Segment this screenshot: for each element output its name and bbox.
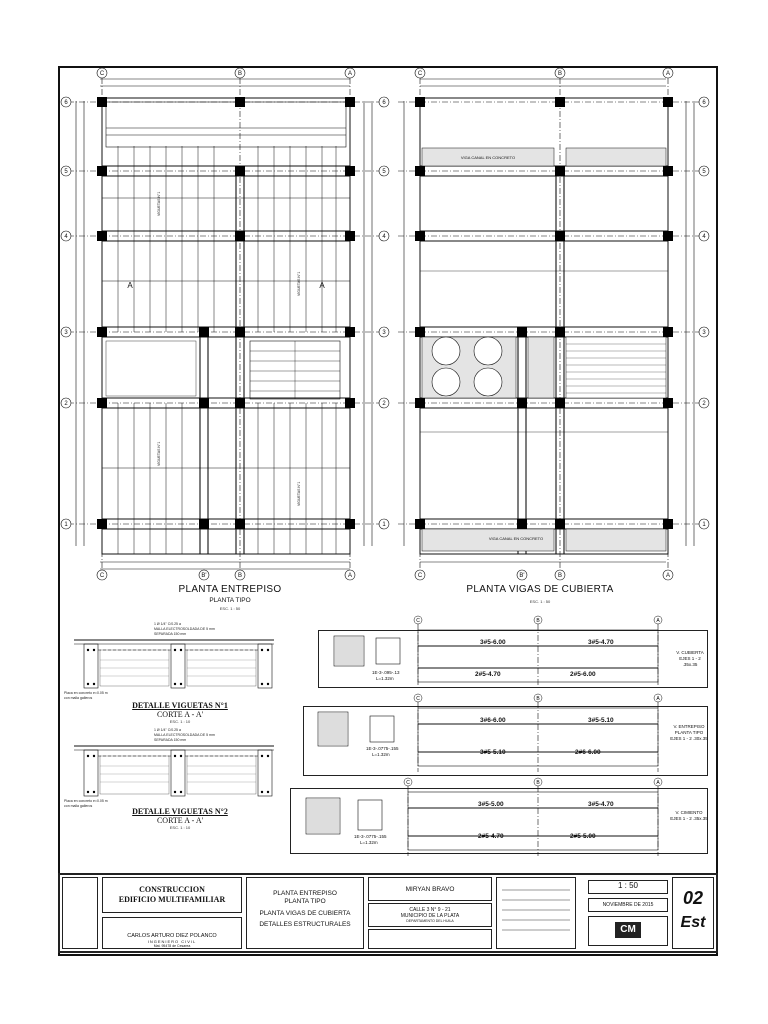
- rebar-label: 3#5-4.70: [588, 639, 614, 646]
- rebar-label: 3#5-5.10: [480, 749, 506, 756]
- axis-number: 6: [64, 100, 68, 106]
- owner-name: MIRYAN BRAVO: [405, 886, 455, 893]
- rebar-label: 2#5-5.00: [570, 833, 596, 840]
- slab-label: VIGUETAS N°1: [157, 191, 161, 216]
- contents-line-2: PLANTA TIPO: [284, 898, 326, 905]
- project-line-1: CONSTRUCCION: [139, 885, 205, 894]
- axis-number: 3: [702, 330, 706, 336]
- cover-label: VIGA CANAL EN CONCRETO: [460, 155, 516, 160]
- axis-number: 4: [382, 234, 386, 240]
- rebar-label: 2#6-6.00: [575, 749, 601, 756]
- axis-number: 1: [702, 522, 706, 528]
- plan-right-title: PLANTA VIGAS DE CUBIERTA: [466, 584, 614, 595]
- slab-label: VIGUETAS N°1: [157, 441, 161, 466]
- detail-note: MALLA ELECTROSOLDADA DE 5 mm: [154, 627, 215, 631]
- rebar-label: 3#5-6.00: [480, 639, 506, 646]
- axis-label: B': [201, 573, 207, 579]
- axis-label: A: [656, 618, 660, 624]
- engineer-role: INGENIERO CIVIL: [147, 939, 197, 944]
- detail-note: Placa en concreto e=0.05 m: [64, 799, 108, 803]
- beam-1-label: V. CUBIERTA EJES 1 - 2 .35x.35: [676, 650, 704, 667]
- axis-label: B: [237, 573, 243, 579]
- detail-note: con malla galleros: [64, 804, 93, 808]
- section-mark: A: [127, 281, 133, 290]
- stirrup-length: L=1.32m: [360, 840, 378, 845]
- axis-number: 2: [382, 401, 386, 407]
- axis-label: B: [237, 71, 243, 77]
- axis-number: 1: [382, 522, 386, 528]
- detail-note: MALLA ELECTROSOLDADA DE 5 mm: [154, 733, 215, 737]
- axis-label: B: [536, 618, 540, 624]
- axis-number: 6: [702, 100, 706, 106]
- axis-number: 1: [64, 522, 68, 528]
- axis-label: B: [536, 780, 540, 786]
- detail-note: Placa en concreto e=0.05 m: [64, 691, 108, 695]
- rebar-label: 2#5-4.70: [478, 833, 504, 840]
- contents-line-4: DETALLES ESTRUCTURALES: [259, 921, 351, 928]
- scale-value: 1 : 50: [617, 881, 638, 890]
- joist-detail-1: [64, 620, 284, 700]
- joist-detail-2: [64, 726, 284, 808]
- axis-label: A: [665, 573, 671, 579]
- axis-number: 5: [382, 169, 386, 175]
- detail-1-cut: CORTE A - A': [156, 710, 204, 719]
- detail-1-scale: ESC. 1 : 10: [169, 719, 191, 724]
- slab-label: VIGUETAS N°1: [297, 271, 301, 296]
- axis-label: C: [99, 573, 105, 579]
- title-block-logo-cell: [62, 877, 98, 949]
- stirrup-label: 1E-3-.095-.13: [372, 670, 400, 675]
- company-logo: CM: [615, 922, 641, 938]
- beam-2-label: V. ENTREPISO PLANTA TIPO EJES 1 - 2 .30x.35: [670, 724, 708, 741]
- axis-number: 6: [382, 100, 386, 106]
- rebar-label: 3#5-5.00: [478, 801, 504, 808]
- detail-note: SEPARADA 150 mm: [154, 632, 187, 636]
- stirrup-label: 1E-3-.0775-.155: [354, 834, 387, 839]
- detail-note: 1 Ø 1/4" C/0.25 a: [154, 622, 181, 626]
- detail-2-scale: ESC. 1 : 10: [169, 825, 191, 830]
- engineer-name: CARLOS ARTURO DIEZ POLANCO: [127, 933, 217, 939]
- axis-label: C: [416, 618, 420, 624]
- axis-label: A: [347, 71, 353, 77]
- plan-left-scale: ESC. 1 : 50: [219, 606, 241, 611]
- axis-number: 5: [64, 169, 68, 175]
- axis-label: A: [656, 696, 660, 702]
- rebar-label: 3#5-5.10: [588, 717, 614, 724]
- axis-number: 3: [382, 330, 386, 336]
- axis-number: 5: [702, 169, 706, 175]
- stirrup-label: 1E-3-.0775-.155: [366, 746, 399, 751]
- revision-lines: [500, 884, 572, 944]
- address-line-2: MUNICIPIO DE LA PLATA: [400, 913, 460, 919]
- axis-label: B: [557, 573, 563, 579]
- project-line-2: EDIFICIO MULTIFAMILIAR: [118, 895, 226, 904]
- detail-1-title: DETALLE VIGUETAS N°1: [132, 701, 228, 710]
- axis-number: 4: [702, 234, 706, 240]
- axis-label: C: [416, 696, 420, 702]
- contents-line-1: PLANTA ENTREPISO: [273, 890, 337, 897]
- axis-label: A: [665, 71, 671, 77]
- address-line-3: DEPARTAMENTO DEL HUILA: [406, 919, 454, 923]
- axis-label: C: [417, 71, 423, 77]
- detail-note: SEPARADA 150 mm: [154, 738, 187, 742]
- rebar-label: 3#6-6.00: [480, 717, 506, 724]
- axis-number: 3: [64, 330, 68, 336]
- axis-label: C: [406, 780, 410, 786]
- axis-label: B: [536, 696, 540, 702]
- beam-3-label: V. CIMIENTO EJES 1 - 2 .35x.35: [670, 810, 708, 821]
- rebar-label: 2#5-4.70: [475, 671, 501, 678]
- plan-cubierta: [396, 66, 716, 586]
- detail-note: 1 Ø 1/4" C/0.25 a: [154, 728, 181, 732]
- plan-right-scale: ESC. 1 : 50: [529, 599, 551, 604]
- sheet-number: 02: [682, 888, 704, 908]
- slab-label: VIGUETAS N°1: [297, 481, 301, 506]
- stirrup-length: L=1.32m: [372, 752, 390, 757]
- date-value: NOVIEMBRE DE 2015: [602, 902, 654, 908]
- rebar-label: 3#5-4.70: [588, 801, 614, 808]
- engineer-reg: Mat. 95478 de Cesarea: [153, 944, 191, 948]
- detail-2-cut: CORTE A - A': [156, 816, 204, 825]
- axis-label: A: [347, 573, 353, 579]
- blank-cell: [368, 929, 492, 949]
- beam-elevations: [290, 612, 710, 860]
- plan-left-title: PLANTA ENTREPISO: [178, 584, 282, 595]
- detail-2-title: DETALLE VIGUETAS N°2: [132, 807, 228, 816]
- stirrup-length: L=1.32m: [376, 676, 394, 681]
- axis-label: C: [99, 71, 105, 77]
- rebar-label: 2#5-6.00: [570, 671, 596, 678]
- axis-label: A: [656, 780, 660, 786]
- plan-entrepiso: [60, 66, 390, 586]
- axis-number: 2: [702, 401, 706, 407]
- axis-number: 2: [64, 401, 68, 407]
- plan-left-subtitle: PLANTA TIPO: [209, 597, 251, 604]
- axis-number: 4: [64, 234, 68, 240]
- axis-label: B: [557, 71, 563, 77]
- axis-label: C: [417, 573, 423, 579]
- detail-note: con malla galleros: [64, 696, 93, 700]
- sheet-discipline: Est: [680, 914, 706, 931]
- address-line-1: CALLE 3 N° 9 - 21: [409, 907, 451, 913]
- cover-label: VIGA CANAL EN CONCRETO: [488, 536, 544, 541]
- contents-line-3: PLANTA VIGAS DE CUBIERTA: [259, 910, 351, 917]
- axis-label: B': [519, 573, 525, 579]
- section-mark: A: [319, 281, 325, 290]
